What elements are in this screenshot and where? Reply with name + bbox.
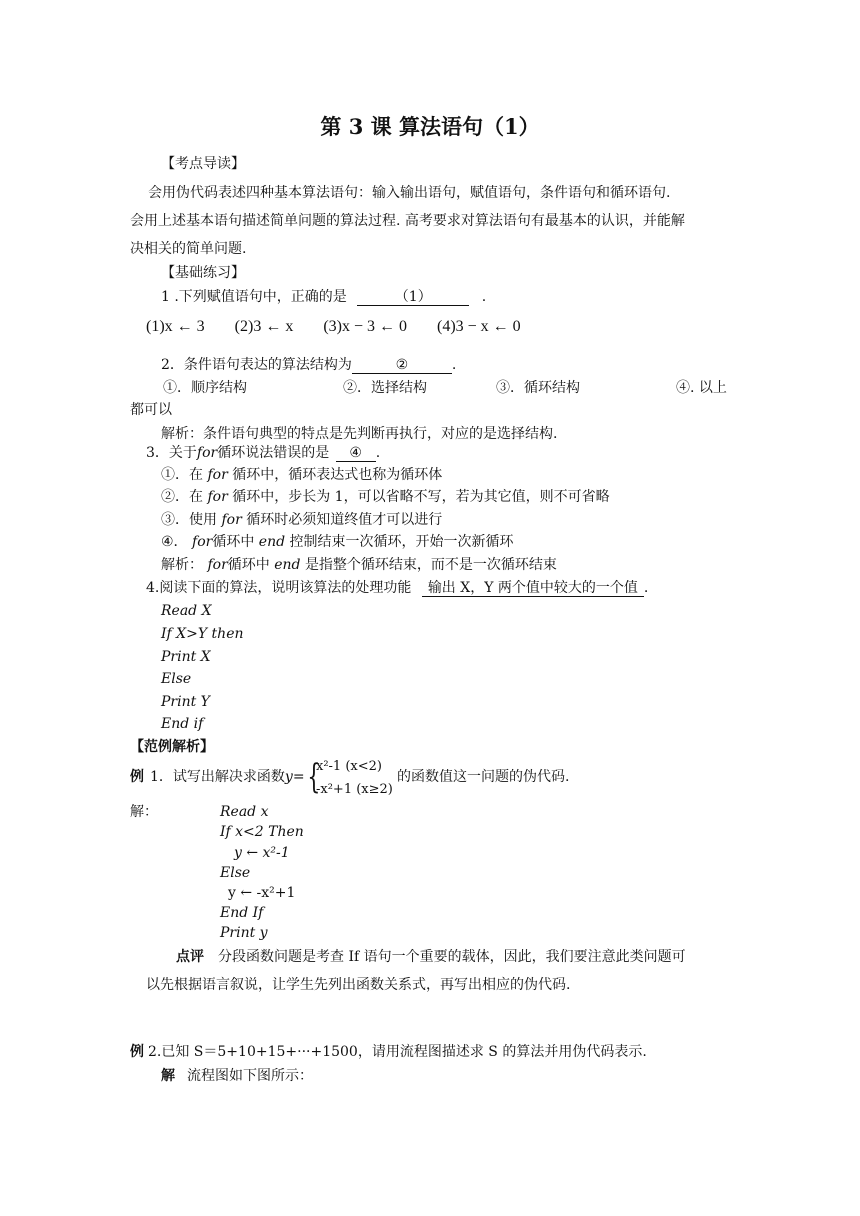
q3-option-4: ④． for循环中 end 控制结束一次循环，开始一次新循环 xyxy=(161,534,514,550)
option-1: (1)x ← 3 xyxy=(146,318,205,335)
q2-option-4: ④. 以上 xyxy=(676,380,727,396)
example-1-prompt-end: 的函数值这一问题的伪代码. xyxy=(397,769,570,785)
example-2-prompt: 例 2.已知 S＝5+10+15+···+1500，请用流程图描述求 S 的算法并用伪代码表示. xyxy=(130,1044,647,1060)
guide-paragraph-line-3: 决相关的简单问题. xyxy=(130,241,247,257)
q3-analysis: 解析： for循环中 end 是指整个循环结束，而不是一次循环结束 xyxy=(161,557,557,573)
q3-option-2: ②．在 for 循环中，步长为 1，可以省略不写，若为其它值，则不可省略 xyxy=(161,489,610,505)
guide-paragraph-line-1: 会用伪代码表述四种基本算法语句：输入输出语句，赋值语句，条件语句和循环语句. xyxy=(148,185,671,201)
q3-option-1: ①．在 for 循环中，循环表达式也称为循环体 xyxy=(161,467,443,483)
piecewise-case-1: x²-1 (x<2) xyxy=(316,759,382,774)
ex1-code-line-2: If x<2 Then xyxy=(220,824,304,840)
guide-paragraph-line-2: 会用上述基本语句描述简单问题的算法过程. 高考要求对算法语句有最基本的认识，并能解 xyxy=(130,213,685,229)
piecewise-case-2: -x²+1 (x≥2) xyxy=(316,782,393,797)
ex1-code-line-4: Else xyxy=(220,865,251,881)
question-1: 1 .下列赋值语句中，正确的是 （1） . xyxy=(161,289,487,305)
q3-option-3: ③．使用 for 循环时必须知道终值才可以进行 xyxy=(161,512,443,528)
example-1-comment-line-2: 以先根据语言叙说，让学生先列出函数关系式，再写出相应的伪代码. xyxy=(146,977,571,993)
q4-code-line-1: Read X xyxy=(161,603,212,619)
question-4: 4.阅读下面的算法，说明该算法的处理功能 输出 X，Y 两个值中较大的一个值 . xyxy=(146,580,649,596)
example-1-solution-label: 解： xyxy=(130,804,158,820)
question-3-answer: ④ xyxy=(336,445,376,462)
q2-option-2: ②．选择结构 xyxy=(343,380,427,396)
example-1-prompt: 例 1．试写出解决求函数y= xyxy=(130,769,305,785)
ex1-code-line-1: Read x xyxy=(220,804,269,820)
q2-option-1: ①．顺序结构 xyxy=(163,380,247,396)
q4-code-line-4: Else xyxy=(161,671,192,687)
q4-code-line-6: End if xyxy=(161,716,204,732)
q4-code-line-5: Print Y xyxy=(161,694,210,710)
page-title: 第 3 课 算法语句（1） xyxy=(320,114,540,139)
section-heading-guide: 【考点导读】 xyxy=(161,156,245,172)
q2-option-4-continued: 都可以 xyxy=(130,402,172,418)
question-2: 2．条件语句表达的算法结构为 ② . xyxy=(161,357,457,373)
q2-analysis: 解析：条件语句典型的特点是先判断再执行，对应的是选择结构. xyxy=(161,426,558,442)
question-4-answer: 输出 X，Y 两个值中较大的一个值 xyxy=(422,580,644,597)
example-2-solution: 解 流程图如下图所示： xyxy=(161,1068,313,1084)
question-1-text: 1 .下列赋值语句中，正确的是 xyxy=(161,289,347,305)
q4-code-line-3: Print X xyxy=(161,649,211,665)
section-heading-examples: 【范例解析】 xyxy=(130,739,214,755)
q2-option-3: ③．循环结构 xyxy=(496,380,580,396)
example-1-comment-line-1: 点评 分段函数问题是考查 If 语句一个重要的载体，因此，我们要注意此类问题可 xyxy=(176,949,686,965)
q4-code-line-2: If X>Y then xyxy=(161,626,244,642)
section-heading-basic: 【基础练习】 xyxy=(161,265,245,281)
option-2: (2)3 ← x xyxy=(234,318,294,335)
option-3: (3)x − 3 ← 0 xyxy=(323,318,407,335)
question-1-options xyxy=(146,318,521,336)
option-4: (4)3 − x ← 0 xyxy=(437,318,521,335)
piecewise-brace: { xyxy=(307,757,321,797)
ex1-code-line-7: Print y xyxy=(220,925,268,941)
question-3: 3．关于for循环说法错误的是 ④ . xyxy=(146,445,381,461)
ex1-code-line-3: y ← x²-1 xyxy=(234,845,290,861)
ex1-code-line-6: End If xyxy=(220,905,264,921)
question-1-answer: （1） xyxy=(357,289,469,306)
ex1-code-line-5: y ← -x²+1 xyxy=(228,885,296,901)
question-2-answer: ② xyxy=(352,357,452,374)
